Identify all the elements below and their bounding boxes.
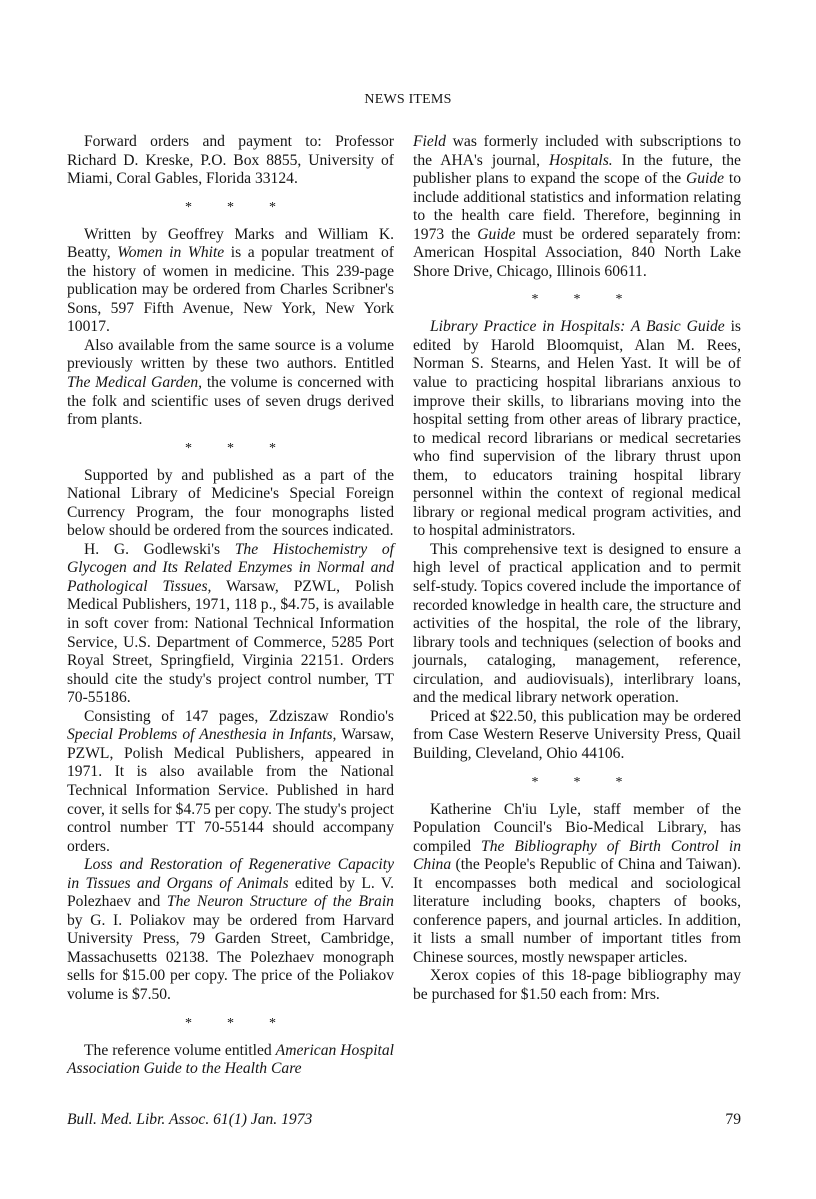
news-item-medical-garden: Also available from the same source is a volume previously written by these two authors. Entitled The Medical Garden, the volume is concerned with the folk and scientific uses of seven drugs derived from plants. — [67, 336, 394, 429]
news-item-women-in-white: Written by Geoffrey Marks and William K. Beatty, Women in White is a popular treatment of the history of women in medicine. This 239-page publication may be ordered from Charles Scribner's Sons, 597 Fifth Avenue, New York, New York 10017. — [67, 225, 394, 336]
section-separator: * * * — [531, 774, 623, 790]
news-item-nlm-monographs: Supported by and published as a part of the National Library of Medicine's Special Foreign Currency Program, the four monographs listed below should be ordered from the sources indicated. — [67, 466, 394, 540]
news-item-rondio: Consisting of 147 pages, Zdziszaw Rondio's Special Problems of Anesthesia in Infants, Warsaw, PZWL, Polish Medical Publishers, appeared in 1971. It is also available from the National Technical Information Service. Published in hard cover, it sells for $4.75 per copy. The study's project control number TT 70-55144 should accompany orders. — [67, 707, 394, 855]
news-item-library-practice-topics: This comprehensive text is designed to ensure a high level of practical application and to permit self-study. Topics covered include the importance of recorded knowledge in health care, the structure and activities of the hospital, the role of the library, library tools and techniques (selection of books and journals, cataloging, management, reference, circulation, and audiovisuals), interlibrary loans, and the medical library network operation. — [413, 540, 741, 707]
book-title: The Bibliography of Birth Control in China — [413, 837, 741, 874]
book-title: Guide — [685, 170, 725, 188]
book-title: The Medical Garden, — [67, 374, 203, 392]
news-item-godlewski: H. G. Godlewski's The Histochemistry of Glycogen and Its Related Enzymes in Normal and Pathological Tissues, Warsaw, PZWL, Polish Medical Publishers, 1971, 118 p., $4.75, is available in soft cover from: National Technical Information Service, U.S. Department of Commerce, 5285 Port Royal Street, Springfield, Virginia 22151. Orders should cite the study's project control number, TT 70-55186. — [67, 540, 395, 707]
section-separator: * * * — [531, 292, 623, 308]
section-heading: NEWS ITEMS — [364, 92, 452, 107]
journal-citation: Bull. Med. Libr. Assoc. 61(1) Jan. 1973 — [67, 1111, 313, 1128]
book-title: American Hospital Association Guide to the Health Care — [67, 1041, 394, 1078]
page-number: 79 — [725, 1111, 741, 1128]
book-title: Women in White — [117, 244, 225, 262]
news-item-birth-control-bibliography: Katherine Ch'iu Lyle, staff member of the Population Council's Bio-Medical Library, has compiled The Bibliography of Birth Control in China (the People's Republic of China and Taiwan). It encompasses both medical and sociological literature including books, chapters of books, conference papers, and journal articles. In addition, it lists a small number of important titles from Chinese sources, mostly newspaper articles. — [413, 800, 741, 966]
section-separator: * * * — [185, 440, 276, 456]
section-separator: * * * — [185, 199, 276, 215]
book-title: The Neuron Structure of the Brain — [166, 893, 394, 911]
book-title: Field — [413, 133, 446, 150]
left-column — [67, 133, 394, 1079]
news-item-aha-guide: The reference volume entitled American Hospital Association Guide to the Health Care — [67, 1041, 394, 1078]
book-title: Loss and Restoration of Regenerative Capacity in Tissues and Organs of Animals — [67, 856, 394, 892]
book-title: The Histochemistry of Glycogen and Its Related Enzymes in Normal and Pathological Tissues, — [67, 540, 395, 595]
book-title: Special Problems of Anesthesia in Infants, — [67, 726, 337, 744]
news-item-aha-guide-continued: Field was formerly included with subscriptions to the AHA's journal, Hospitals. In the future, the publisher plans to expand the scope of the Guide to include additional statistics and information relating to the health care field. Therefore, beginning in 1973 the Guide must be ordered separately from: American Hospital Association, 840 North Lake Shore Drive, Chicago, Illinois 60611. — [413, 133, 741, 280]
news-item-library-practice-price: Priced at $22.50, this publication may be ordered from Case Western Reserve University Press, Quail Building, Cleveland, Ohio 44106. — [413, 707, 741, 762]
news-item-kreske-orders: Forward orders and payment to: Professor Richard D. Kreske, P.O. Box 8855, University of Miami, Coral Gables, Florida 33124. — [67, 133, 394, 188]
book-title: Library Practice in Hospitals: A Basic Guide — [430, 318, 725, 336]
book-title: Guide — [477, 225, 516, 243]
section-separator: * * * — [185, 1015, 276, 1031]
journal-title: Hospitals. — [548, 151, 613, 169]
news-item-polezhaev-poliakov: Loss and Restoration of Regenerative Capacity in Tissues and Organs of Animals edited by L. V. Polezhaev and The Neuron Structure of the Brain by G. I. Poliakov may be ordered from Harvard University Press, 79 Garden Street, Cambridge, Massachusetts 02138. The Polezhaev monograph sells for $15.00 per copy. The price of the Poliakov volume is $7.50. — [67, 856, 394, 1003]
news-item-library-practice: Library Practice in Hospitals: A Basic Guide is edited by Harold Bloomquist, Alan M. Rees, Norman S. Stearns, and Helen Yast. It will be of value to practicing hospital librarians anxious to improve their skills, to librarians moving into the hospital setting from other areas of library practice, to medical record librarians or medical secretaries who find supervision of the library thrust upon them, to educators training hospital library personnel within the context of regional medical library or regional medical program activities, and to hospital administrators. — [413, 318, 741, 540]
news-item-xerox-copies: Xerox copies of this 18-page bibliography may be purchased for $1.50 each from: Mrs. — [413, 967, 741, 1003]
right-column — [413, 133, 741, 1005]
